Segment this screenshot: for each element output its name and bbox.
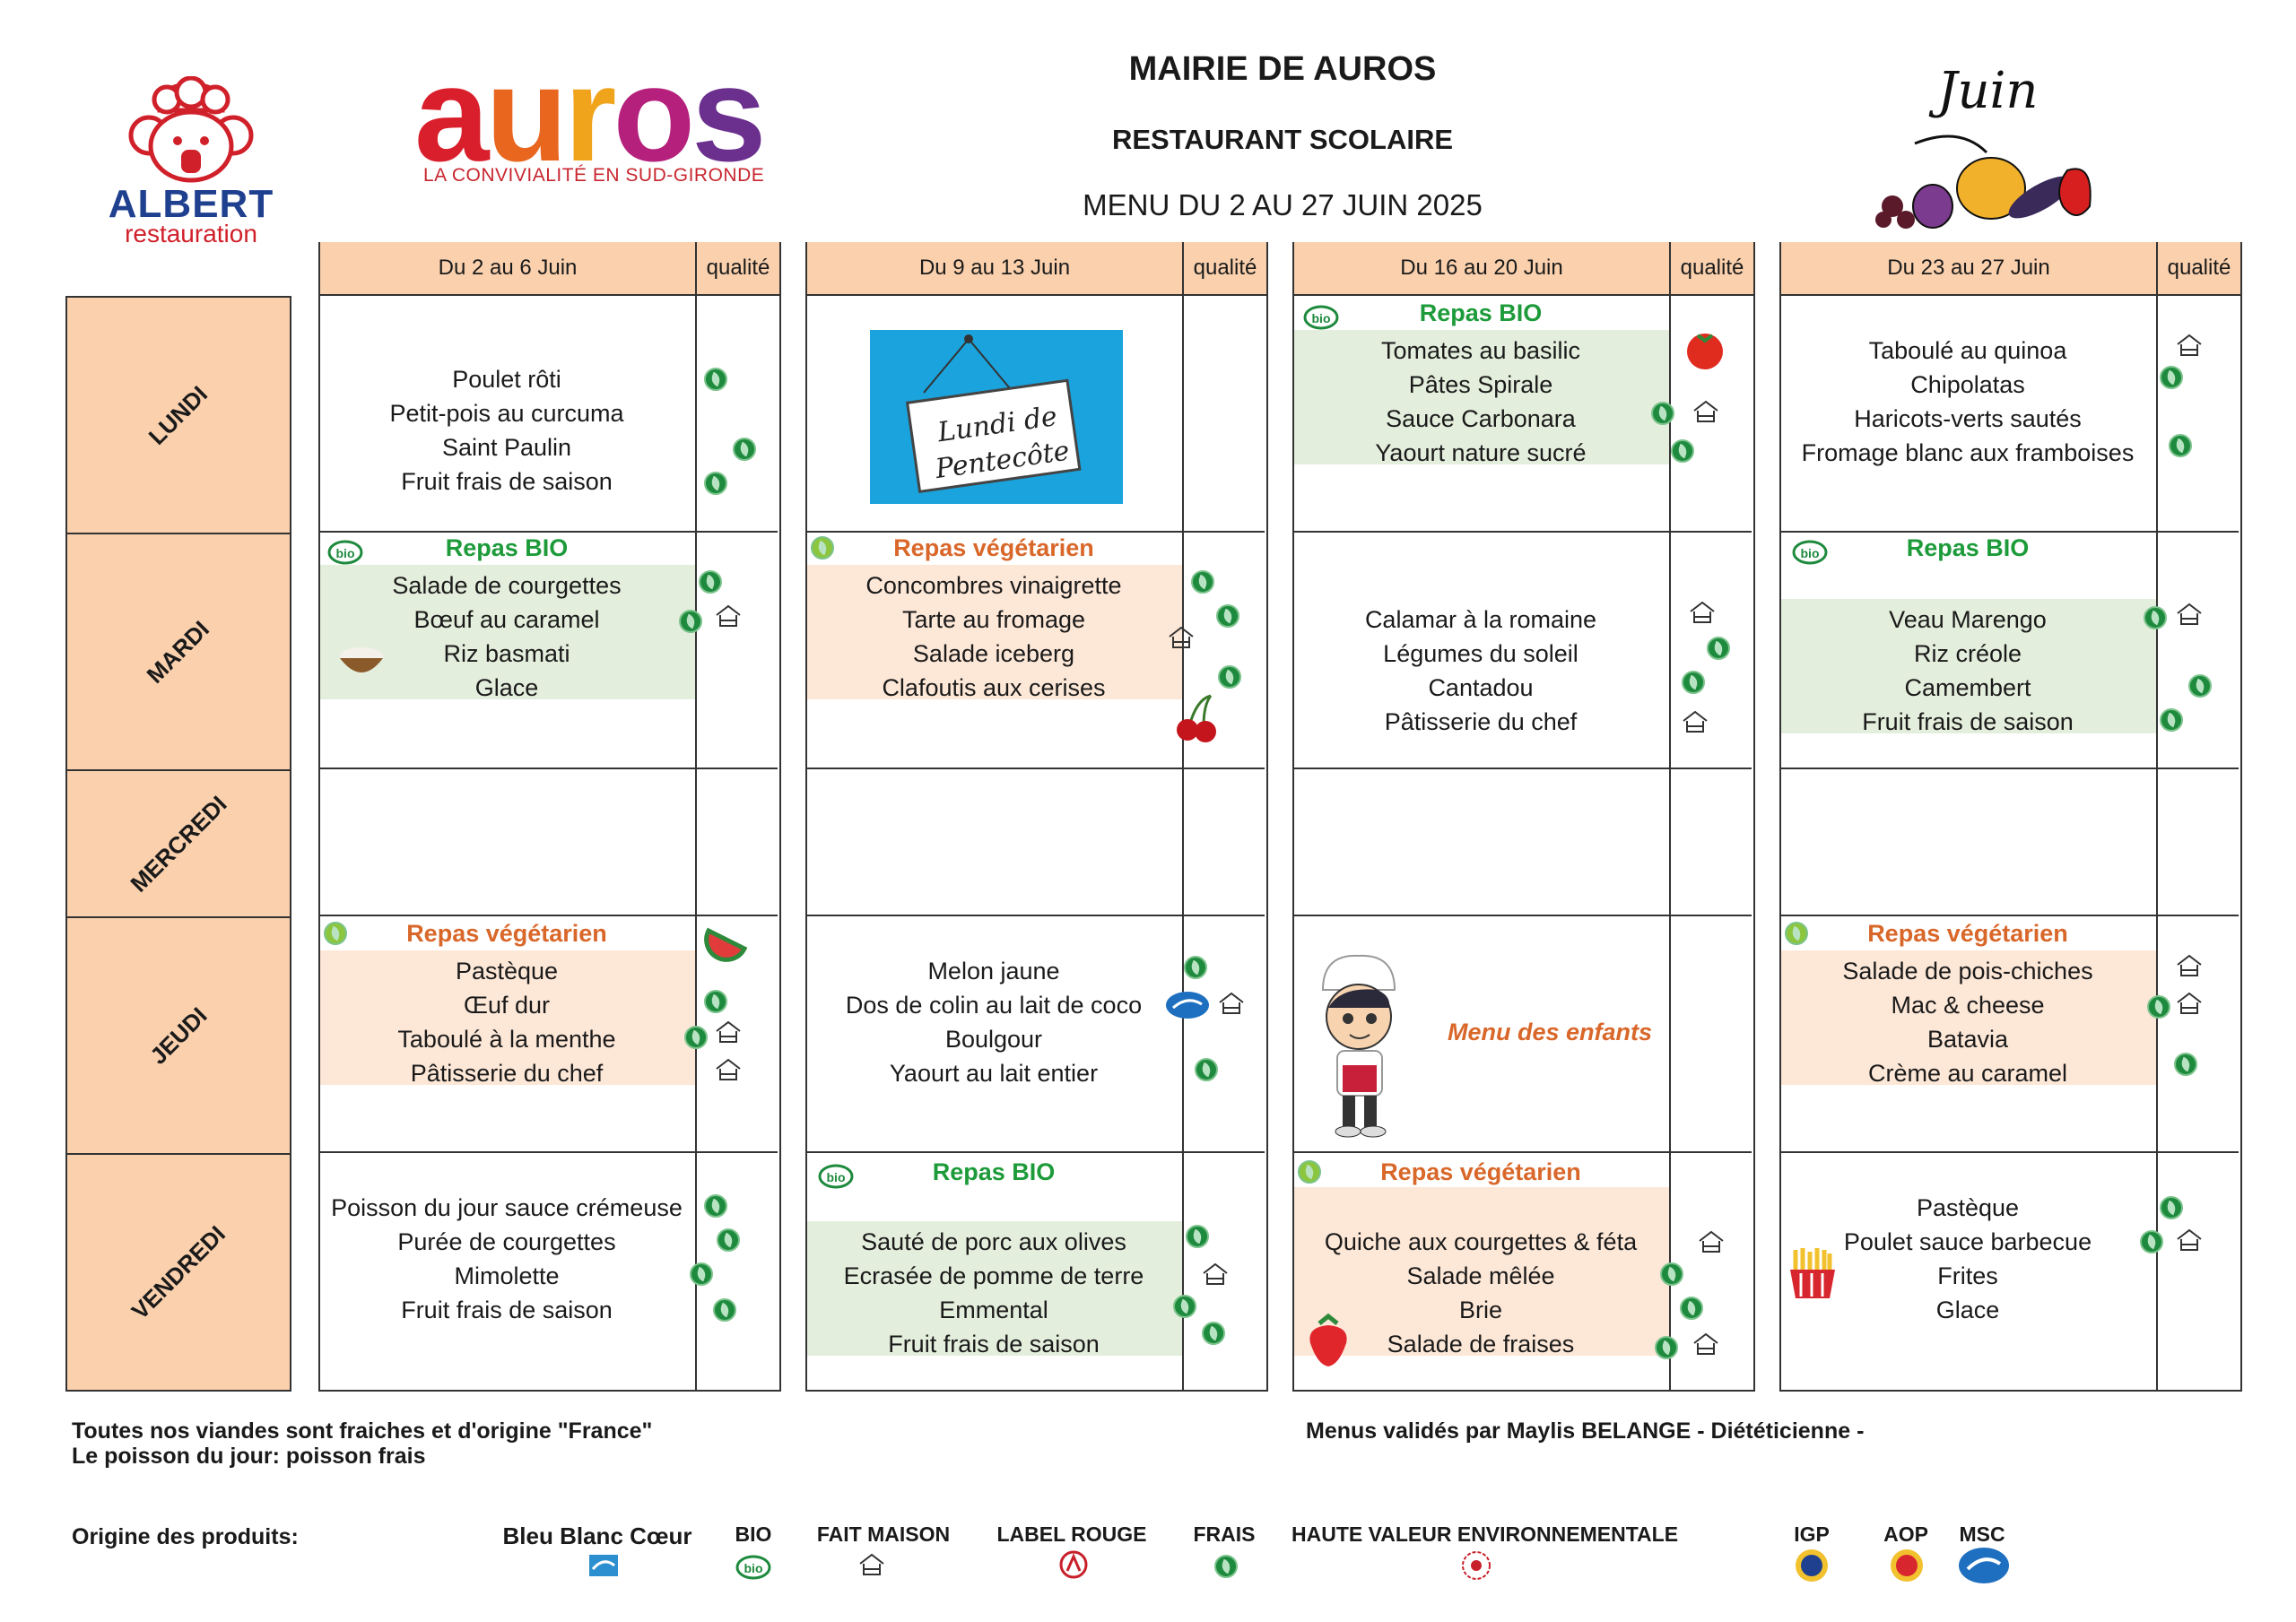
fait-maison-icon bbox=[713, 1056, 744, 1088]
meal-vendredi: Sauté de porc aux olives Ecrasée de pomme de terre Emmental Fruit frais de saison bbox=[843, 1228, 1144, 1357]
fait-maison-icon bbox=[713, 1019, 744, 1050]
pentecote-sign bbox=[870, 330, 1123, 504]
frais-icon bbox=[1173, 1295, 1196, 1318]
bio-badge-icon bbox=[326, 536, 365, 569]
meal-jeudi: Melon jaune Dos de colin au lait de coco Boulgour Yaourt au lait entier bbox=[845, 958, 1143, 1087]
fait-maison-icon bbox=[1166, 624, 1196, 655]
week-3 bbox=[1292, 242, 1755, 1392]
meal-lundi: Tomates au basilic Pâtes Spirale Sauce Carbonara Yaourt nature sucré bbox=[1375, 337, 1587, 466]
aop-icon bbox=[1889, 1548, 1925, 1588]
menu-period: MENU DU 2 AU 27 JUIN 2025 bbox=[1083, 188, 1483, 221]
legend-igp: IGP bbox=[1794, 1522, 1830, 1546]
frais-icon bbox=[684, 1026, 708, 1049]
fait-maison-icon bbox=[2174, 1227, 2205, 1258]
frais-icon bbox=[2160, 366, 2183, 389]
auros-tagline: LA CONVIVIALITÉ EN SUD-GIRONDE bbox=[423, 165, 765, 186]
frais-icon bbox=[704, 990, 727, 1013]
frais-icon bbox=[2140, 1230, 2163, 1253]
kid-chef-illustration bbox=[1305, 945, 1413, 1147]
footer-note-meat: Toutes nos viandes sont fraiches et d'origine "France" bbox=[72, 1418, 653, 1444]
svg-text:bio: bio bbox=[335, 546, 355, 560]
week-4 bbox=[1779, 242, 2242, 1392]
meal-title-bio: Repas BIO bbox=[1906, 534, 2030, 561]
meal-title-vegetarien: Repas végétarien bbox=[1867, 920, 2068, 947]
frais-icon bbox=[1195, 1058, 1218, 1081]
legend-msc: MSC bbox=[1959, 1522, 2005, 1546]
albert-subtitle: restauration bbox=[125, 220, 257, 247]
meal-title-vegetarien: Repas végétarien bbox=[1380, 1158, 1581, 1185]
meal-mardi: Calamar à la romaine Légumes du soleil Cantadou Pâtisserie du chef bbox=[1364, 606, 1597, 735]
frais-icon bbox=[1660, 1262, 1683, 1286]
frais-icon bbox=[733, 438, 756, 461]
day-mercredi: MERCREDI bbox=[67, 771, 290, 918]
meal-title-bio: Repas BIO bbox=[445, 534, 569, 561]
frais-icon bbox=[1671, 439, 1694, 463]
week-1 bbox=[318, 242, 781, 1392]
meal-title-bio: Repas BIO bbox=[1419, 299, 1543, 326]
vegetables-icon bbox=[1852, 54, 2112, 233]
frais-icon bbox=[717, 1228, 740, 1252]
fait-maison-icon bbox=[857, 1551, 887, 1583]
day-mardi: MARDI bbox=[67, 534, 290, 771]
frais-icon bbox=[2174, 1053, 2197, 1076]
day-lundi: LUNDI bbox=[67, 298, 290, 534]
frais-icon bbox=[1191, 570, 1214, 594]
hve-icon bbox=[1460, 1549, 1492, 1586]
frais-icon bbox=[690, 1262, 713, 1286]
frais-icon bbox=[1655, 1336, 1678, 1359]
albert-word: ALBERT bbox=[108, 182, 274, 226]
label-rouge-icon bbox=[1058, 1549, 1089, 1584]
week-header: Du 23 au 27 Juin bbox=[1781, 242, 2156, 296]
fait-maison-icon bbox=[1200, 1261, 1231, 1292]
igp-icon bbox=[1794, 1548, 1830, 1588]
meal-mardi: Salade de courgettes Bœuf au caramel Riz basmati Glace bbox=[392, 572, 622, 701]
meal-mardi: Veau Marengo Riz créole Camembert Fruit frais de saison bbox=[1862, 606, 2074, 735]
juin-illustration bbox=[1852, 54, 2112, 233]
vegetarien-badge-icon bbox=[1298, 1160, 1321, 1184]
meal-vendredi: Pastèque Poulet sauce barbecue Frites Glace bbox=[1843, 1194, 2092, 1323]
frais-icon bbox=[2147, 995, 2170, 1019]
meal-mardi: Concombres vinaigrette Tarte au fromage Salade iceberg Clafoutis aux cerises bbox=[865, 572, 1122, 701]
fait-maison-icon bbox=[1680, 708, 1710, 740]
rice-bowl-icon bbox=[335, 637, 388, 686]
legend-fait-maison: FAIT MAISON bbox=[816, 1522, 951, 1546]
koala-chef-icon bbox=[106, 76, 276, 184]
frais-icon bbox=[699, 570, 722, 594]
meal-title-vegetarien: Repas végétarien bbox=[406, 920, 607, 947]
fait-maison-icon bbox=[2174, 601, 2205, 632]
msc-icon bbox=[1957, 1546, 2011, 1590]
frais-icon bbox=[713, 1298, 736, 1322]
bio-badge-icon bbox=[1301, 301, 1341, 334]
legend-frais: FRAIS bbox=[1193, 1522, 1256, 1546]
fait-maison-icon bbox=[2174, 332, 2205, 363]
auros-logo bbox=[414, 39, 809, 199]
fait-maison-icon bbox=[1696, 1228, 1726, 1260]
bleu-blanc-coeur-icon bbox=[587, 1551, 620, 1583]
bio-badge-icon bbox=[1790, 536, 1830, 569]
meal-vendredi: Quiche aux courgettes & féta Salade mêlée Brie Salade de fraises bbox=[1324, 1228, 1638, 1357]
frais-icon bbox=[1680, 1297, 1703, 1320]
kids-menu-title: Menu des enfants bbox=[1448, 1019, 1653, 1045]
svg-text:bio: bio bbox=[826, 1170, 846, 1184]
svg-text:bio: bio bbox=[744, 1561, 763, 1575]
footer-note-fish: Le poisson du jour: poisson frais bbox=[72, 1444, 426, 1469]
frais-icon bbox=[1202, 1322, 1225, 1345]
frais-icon bbox=[1186, 1225, 1209, 1248]
legend-bleu-blanc-coeur: Bleu Blanc Cœur bbox=[502, 1522, 692, 1549]
frais-icon bbox=[704, 472, 727, 495]
svg-text:bio: bio bbox=[1311, 311, 1331, 325]
quality-header: qualité bbox=[695, 242, 779, 296]
origin-label: Origine des produits: bbox=[72, 1524, 299, 1549]
week-header: Du 2 au 6 Juin bbox=[320, 242, 695, 296]
day-labels-column bbox=[65, 296, 291, 1392]
vegetarien-badge-icon bbox=[811, 536, 834, 559]
frais-icon bbox=[1651, 402, 1674, 425]
footer-validated: Menus validés par Maylis BELANGE - Diététicienne - bbox=[1306, 1418, 1865, 1444]
frais-icon bbox=[1184, 956, 1207, 979]
fait-maison-icon bbox=[1216, 990, 1247, 1021]
frais-icon bbox=[2188, 674, 2212, 698]
svg-text:bio: bio bbox=[1800, 546, 1820, 560]
frais-icon bbox=[2160, 1196, 2183, 1219]
legend-aop: AOP bbox=[1883, 1522, 1928, 1546]
watermelon-icon bbox=[704, 922, 749, 971]
fait-maison-icon bbox=[2174, 952, 2205, 984]
week-2 bbox=[805, 242, 1268, 1392]
quality-header: qualité bbox=[2156, 242, 2240, 296]
msc-icon bbox=[1164, 990, 1211, 1025]
fait-maison-icon bbox=[1687, 599, 1718, 630]
frais-icon bbox=[1707, 637, 1730, 660]
meal-jeudi: Pastèque Œuf dur Taboulé à la menthe Pâtisserie du chef bbox=[397, 958, 616, 1087]
fait-maison-icon bbox=[713, 603, 744, 634]
sign-line: Pentecôte bbox=[933, 435, 1072, 486]
meal-lundi: Poulet rôti Petit-pois au curcuma Saint Paulin Fruit frais de saison bbox=[389, 366, 624, 495]
quality-header: qualité bbox=[1182, 242, 1266, 296]
frais-icon bbox=[1218, 665, 1241, 689]
svg-text:Juin: Juin bbox=[1937, 62, 2039, 120]
fait-maison-icon bbox=[1691, 398, 1721, 429]
fait-maison-icon bbox=[1691, 1331, 1721, 1362]
fait-maison-icon bbox=[2174, 990, 2205, 1021]
week-header: Du 16 au 20 Juin bbox=[1294, 242, 1669, 296]
meal-title-vegetarien: Repas végétarien bbox=[893, 534, 1094, 561]
tomato-icon bbox=[1682, 328, 1728, 376]
meal-title-bio: Repas BIO bbox=[932, 1158, 1056, 1185]
albert-restauration-logo bbox=[106, 76, 276, 247]
frais-icon bbox=[1216, 604, 1239, 628]
day-jeudi: JEUDI bbox=[67, 918, 290, 1155]
day-vendredi: VENDREDI bbox=[67, 1155, 290, 1390]
bio-icon bbox=[734, 1551, 773, 1584]
cherries-icon bbox=[1171, 690, 1222, 749]
frais-icon bbox=[2144, 606, 2167, 629]
frais-icon bbox=[1214, 1555, 1238, 1578]
frais-icon bbox=[1682, 671, 1705, 694]
fries-icon bbox=[1785, 1246, 1840, 1305]
auros-wordmark: auros bbox=[414, 39, 763, 189]
page-title: MAIRIE DE AUROS bbox=[1128, 50, 1437, 88]
frais-icon bbox=[704, 368, 727, 391]
quality-header: qualité bbox=[1669, 242, 1753, 296]
sign-line: Lundi de bbox=[935, 401, 1059, 449]
frais-icon bbox=[679, 610, 702, 633]
vegetarien-badge-icon bbox=[324, 922, 347, 945]
frais-icon bbox=[2160, 708, 2183, 732]
meal-vendredi: Poisson du jour sauce crémeuse Purée de courgettes Mimolette Fruit frais de saison bbox=[331, 1194, 683, 1323]
legend-label-rouge: LABEL ROUGE bbox=[996, 1522, 1147, 1546]
meal-lundi: Taboulé au quinoa Chipolatas Haricots-verts sautés Fromage blanc aux framboises bbox=[1801, 337, 2135, 466]
frais-icon bbox=[704, 1194, 727, 1218]
meal-jeudi: Salade de pois-chiches Mac & cheese Batavia Crème au caramel bbox=[1842, 958, 2093, 1087]
strawberry-icon bbox=[1303, 1313, 1353, 1373]
frais-icon bbox=[2169, 434, 2192, 457]
bio-badge-icon bbox=[816, 1160, 856, 1193]
legend-bio: BIO bbox=[735, 1522, 772, 1546]
week-header: Du 9 au 13 Juin bbox=[807, 242, 1182, 296]
vegetarien-badge-icon bbox=[1785, 922, 1808, 945]
legend-hve: HAUTE VALEUR ENVIRONNEMENTALE bbox=[1292, 1522, 1679, 1546]
page-subtitle: RESTAURANT SCOLAIRE bbox=[1111, 124, 1454, 155]
